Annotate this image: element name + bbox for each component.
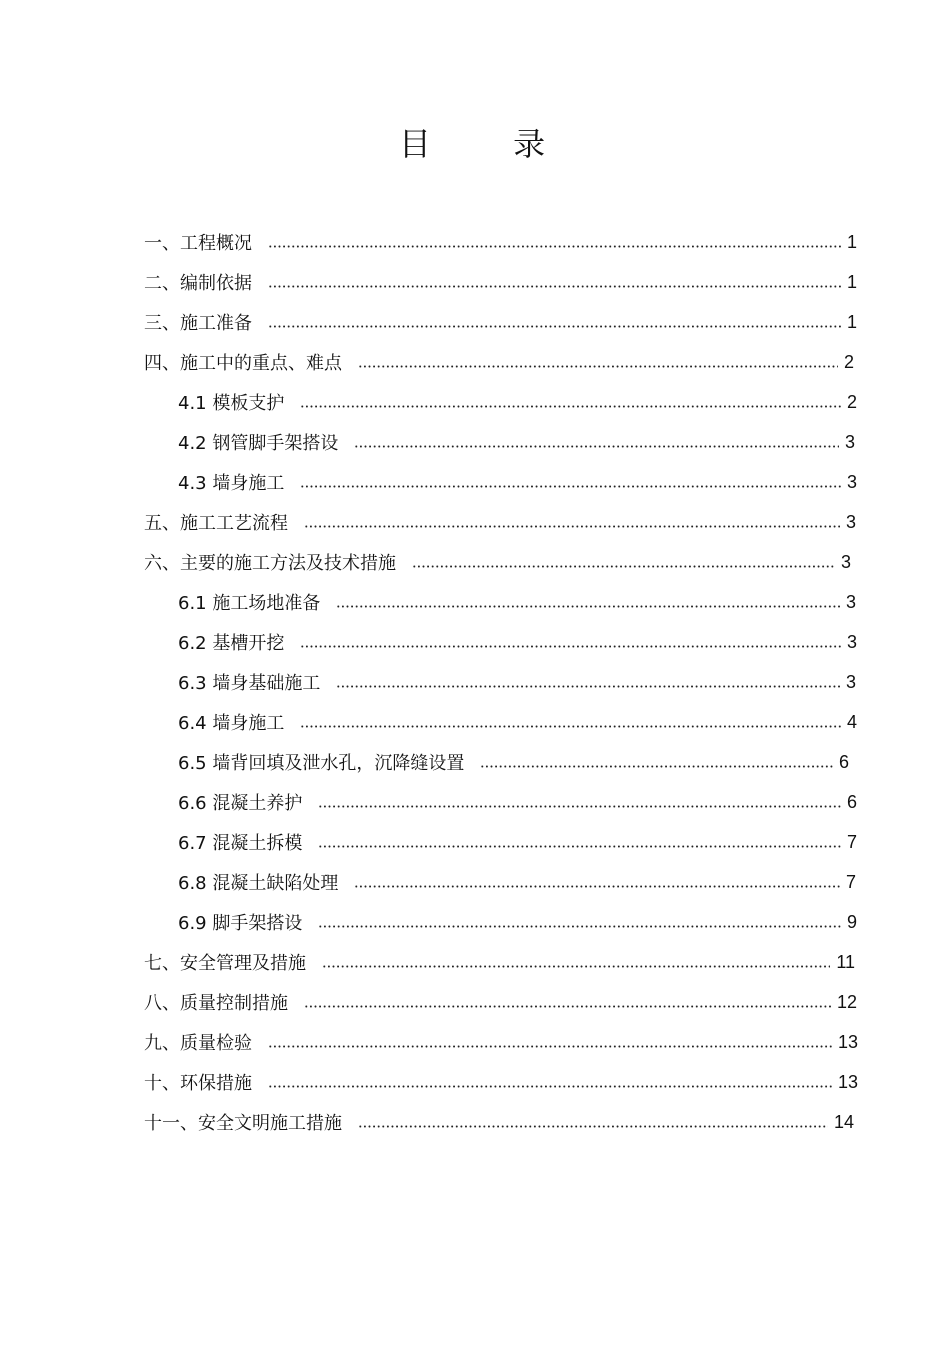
toc-dot-leader: [304, 525, 840, 528]
toc-entry-16[interactable]: [0, 822, 950, 862]
toc-entry-page-number: 7: [846, 831, 857, 852]
toc-dot-leader: [336, 685, 840, 688]
toc-entry-page-number: 3: [845, 671, 856, 692]
toc-entry-label: 4.1 模板支护: [178, 393, 285, 414]
toc-entry-page-number: 3: [844, 431, 855, 452]
toc-entry-3[interactable]: [0, 302, 950, 342]
toc-entry-21[interactable]: [0, 1022, 950, 1062]
toc-entry-label: 6.6 混凝土养护: [178, 793, 303, 814]
toc-entry-6[interactable]: [0, 422, 950, 462]
toc-entry-10[interactable]: [0, 582, 950, 622]
toc-dot-leader: [354, 445, 839, 448]
toc-dot-leader: [268, 325, 841, 328]
toc-entry-page-number: 13: [837, 1071, 858, 1092]
toc-entry-label: 四、施工中的重点、难点: [144, 353, 342, 374]
toc-entry-page-number: 2: [843, 351, 854, 372]
toc-dot-leader: [300, 485, 841, 488]
toc-entry-4[interactable]: [0, 342, 950, 382]
toc-entry-13[interactable]: [0, 702, 950, 742]
toc-entry-label: 八、质量控制措施: [144, 993, 288, 1014]
toc-entry-page-number: 2: [846, 391, 857, 412]
toc-entry-1[interactable]: [0, 222, 950, 262]
toc-entry-page-number: 11: [836, 951, 855, 972]
toc-entry-label: 十、环保措施: [144, 1073, 252, 1094]
toc-dot-leader: [268, 1045, 832, 1048]
toc-entry-page-number: 1: [846, 271, 857, 292]
toc-entry-19[interactable]: [0, 942, 950, 982]
toc-list: [0, 222, 950, 1142]
toc-entry-page-number: 1: [846, 231, 857, 252]
toc-entry-12[interactable]: [0, 662, 950, 702]
toc-dot-leader: [268, 245, 841, 248]
toc-entry-page-number: 3: [840, 551, 851, 572]
toc-entry-page-number: 3: [845, 511, 856, 532]
toc-dot-leader: [304, 1005, 831, 1008]
toc-entry-page-number: 1: [846, 311, 857, 332]
toc-entry-23[interactable]: [0, 1102, 950, 1142]
toc-entry-page-number: 7: [845, 871, 856, 892]
toc-entry-page-number: 6: [846, 791, 857, 812]
toc-dot-leader: [412, 565, 835, 568]
toc-entry-page-number: 13: [837, 1031, 858, 1052]
toc-entry-label: 二、编制依据: [144, 273, 252, 294]
toc-dot-leader: [268, 285, 841, 288]
toc-dot-leader: [354, 885, 840, 888]
toc-dot-leader: [318, 845, 841, 848]
toc-entry-8[interactable]: [0, 502, 950, 542]
toc-entry-page-number: 6: [838, 751, 849, 772]
toc-entry-page-number: 4: [846, 711, 857, 732]
toc-entry-label: 五、施工工艺流程: [144, 513, 288, 534]
toc-entry-label: 6.4 墙身施工: [178, 713, 285, 734]
toc-entry-page-number: 3: [846, 471, 857, 492]
toc-dot-leader: [358, 1125, 828, 1128]
toc-title: 目 录: [398, 125, 582, 163]
toc-dot-leader: [318, 925, 841, 928]
toc-entry-label: 4.2 钢管脚手架搭设: [178, 433, 339, 454]
toc-entry-9[interactable]: [0, 542, 950, 582]
toc-dot-leader: [300, 725, 841, 728]
toc-entry-label: 6.3 墙身基础施工: [178, 673, 321, 694]
toc-entry-label: 十一、安全文明施工措施: [144, 1113, 342, 1134]
toc-entry-label: 6.2 基槽开挖: [178, 633, 285, 654]
toc-entry-14[interactable]: [0, 742, 950, 782]
toc-entry-15[interactable]: [0, 782, 950, 822]
toc-dot-leader: [358, 365, 838, 368]
toc-entry-page-number: 14: [833, 1111, 854, 1132]
toc-entry-label: 6.5 墙背回填及泄水孔，沉降缝设置: [178, 753, 465, 774]
toc-entry-label: 6.9 脚手架搭设: [178, 913, 303, 934]
toc-entry-label: 九、质量检验: [144, 1033, 252, 1054]
toc-dot-leader: [480, 765, 833, 768]
toc-dot-leader: [268, 1085, 832, 1088]
toc-entry-7[interactable]: [0, 462, 950, 502]
toc-entry-label: 6.1 施工场地准备: [178, 593, 321, 614]
toc-dot-leader: [300, 405, 841, 408]
toc-entry-label: 三、施工准备: [144, 313, 252, 334]
toc-entry-17[interactable]: [0, 862, 950, 902]
toc-entry-page-number: 3: [846, 631, 857, 652]
toc-entry-page-number: 12: [836, 991, 857, 1012]
toc-entry-2[interactable]: [0, 262, 950, 302]
toc-entry-11[interactable]: [0, 622, 950, 662]
toc-entry-22[interactable]: [0, 1062, 950, 1102]
toc-dot-leader: [300, 645, 841, 648]
toc-entry-label: 4.3 墙身施工: [178, 473, 285, 494]
toc-entry-20[interactable]: [0, 982, 950, 1022]
toc-entry-label: 七、安全管理及措施: [144, 953, 306, 974]
toc-entry-page-number: 3: [845, 591, 856, 612]
toc-entry-label: 6.7 混凝土拆模: [178, 833, 303, 854]
toc-dot-leader: [322, 965, 830, 968]
toc-entry-label: 一、工程概况: [144, 233, 252, 254]
toc-entry-5[interactable]: [0, 382, 950, 422]
toc-dot-leader: [318, 805, 841, 808]
toc-entry-18[interactable]: [0, 902, 950, 942]
toc-dot-leader: [336, 605, 840, 608]
toc-entry-label: 六、主要的施工方法及技术措施: [144, 553, 396, 574]
toc-entry-label: 6.8 混凝土缺陷处理: [178, 873, 339, 894]
toc-entry-page-number: 9: [846, 911, 857, 932]
